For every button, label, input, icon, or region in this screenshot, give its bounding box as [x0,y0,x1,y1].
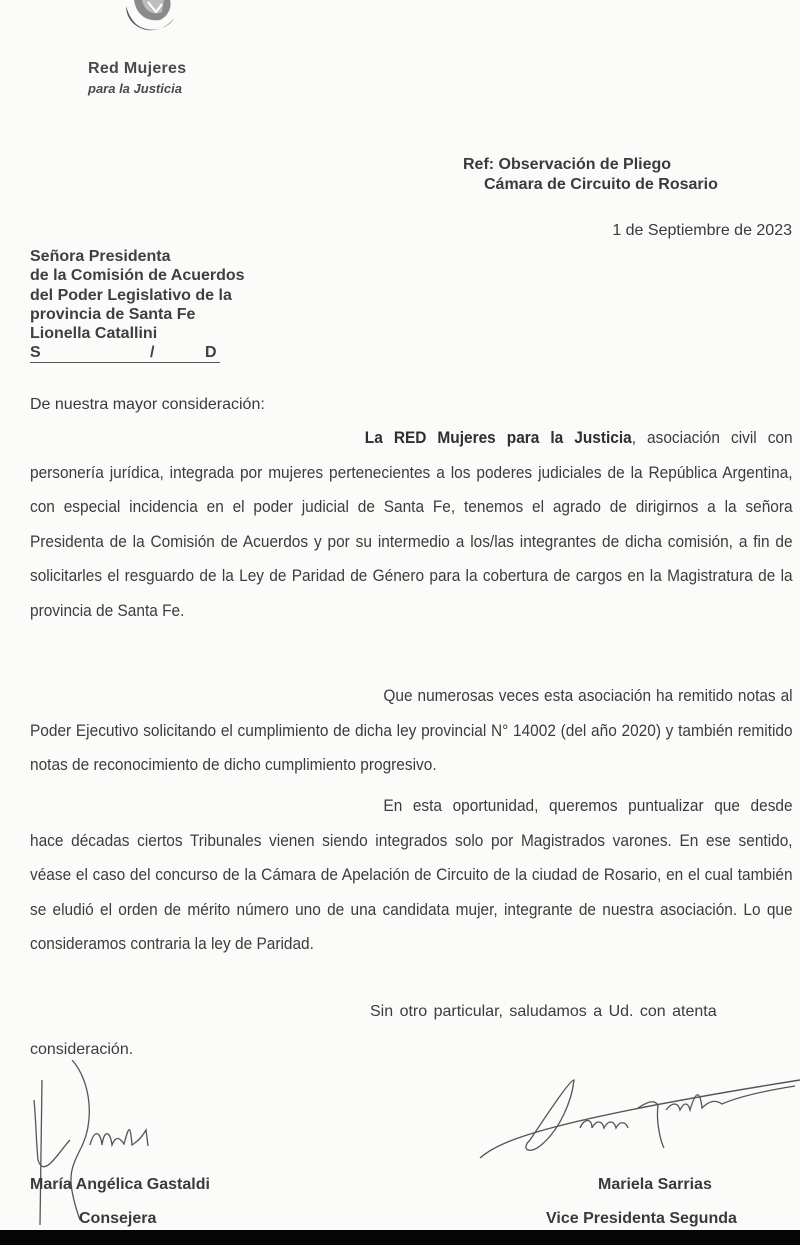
scan-border [0,1230,800,1245]
sd-s: S [30,344,41,362]
organization-name-bold: La RED Mujeres para la Justicia [364,428,632,447]
reference-line-1: Ref: Observación de Pliego [463,156,672,173]
addressee-line: del Poder Legislativo de la [30,286,232,304]
paragraph-1 [30,421,793,628]
logo-name: Red Mujeres [88,60,187,77]
greeting: De nuestra mayor consideración: [30,396,265,413]
su-despacho-line [30,343,220,363]
paragraph-3 [30,789,793,962]
handwritten-signature-icon [460,1050,800,1160]
addressee-line: provincia de Santa Fe [30,305,196,323]
addressee-line: Señora Presidenta [30,248,171,265]
reference-block [463,155,718,195]
letter-date: 1 de Septiembre de 2023 [612,222,792,239]
paragraph-1-text: , asociación civil con personería jurídica, integrada por mujeres pertenecientes a los poderes judiciales de la República Argentina, con especial incidencia en el poder judicial de Santa Fe, tenemos el agrado de dirigirnos a la señora Presidenta de la Comisión de Acuerdos y por su intermedio a los/las integrantes de dicha comisión, a fin de solicitarles el resguardo de la Ley de Paridad de Género para la cobertura de cargos en la Magistratura de la provincia de Santa Fe. [30,428,793,620]
closing-line-1: Sin otro particular, saludamos a Ud. con atenta [370,1003,717,1020]
signatory-role: Consejera [79,1210,157,1227]
addressee-line: de la Comisión de Acuerdos [30,267,245,285]
signatory-role: Vice Presidenta Segunda [546,1210,737,1227]
logo-tagline: para la Justicia [88,81,182,96]
closing-line-2: consideración. [30,1041,134,1058]
sd-d: D [205,344,217,362]
reference-line-2: Cámara de Circuito de Rosario [484,176,718,193]
addressee-line: Lionella Catallini [30,325,158,343]
organization-logo [88,0,228,100]
signatory-name: Mariela Sarrias [598,1176,712,1193]
paragraph-2 [30,679,793,783]
handwritten-signature-icon [0,1060,260,1230]
rose-emblem-icon [118,0,182,40]
addressee-block [30,247,245,363]
paragraph-2-text: Que numerosas veces esta asociación ha remitido notas al Poder Ejecutivo solicitando el cumplimiento de dicha ley provincial N° 14002 (del año 2020) y también remitido notas de reconocimiento de dicho cumplimiento progresivo. [30,686,793,774]
paragraph-3-text: En esta oportunidad, queremos puntualizar que desde hace décadas ciertos Tribunales vienen siendo integrados solo por Magistrados varones. En ese sentido, véase el caso del concurso de la Cámara de Apelación de Circuito de la ciudad de Rosario, en el cual también se eludió el orden de mérito número uno de una candidata mujer, integrante de nuestra asociación. Lo que consideramos contraria la ley de Paridad. [30,796,793,953]
signatory-name: María Angélica Gastaldi [30,1176,210,1193]
sd-slash: / [150,344,155,362]
